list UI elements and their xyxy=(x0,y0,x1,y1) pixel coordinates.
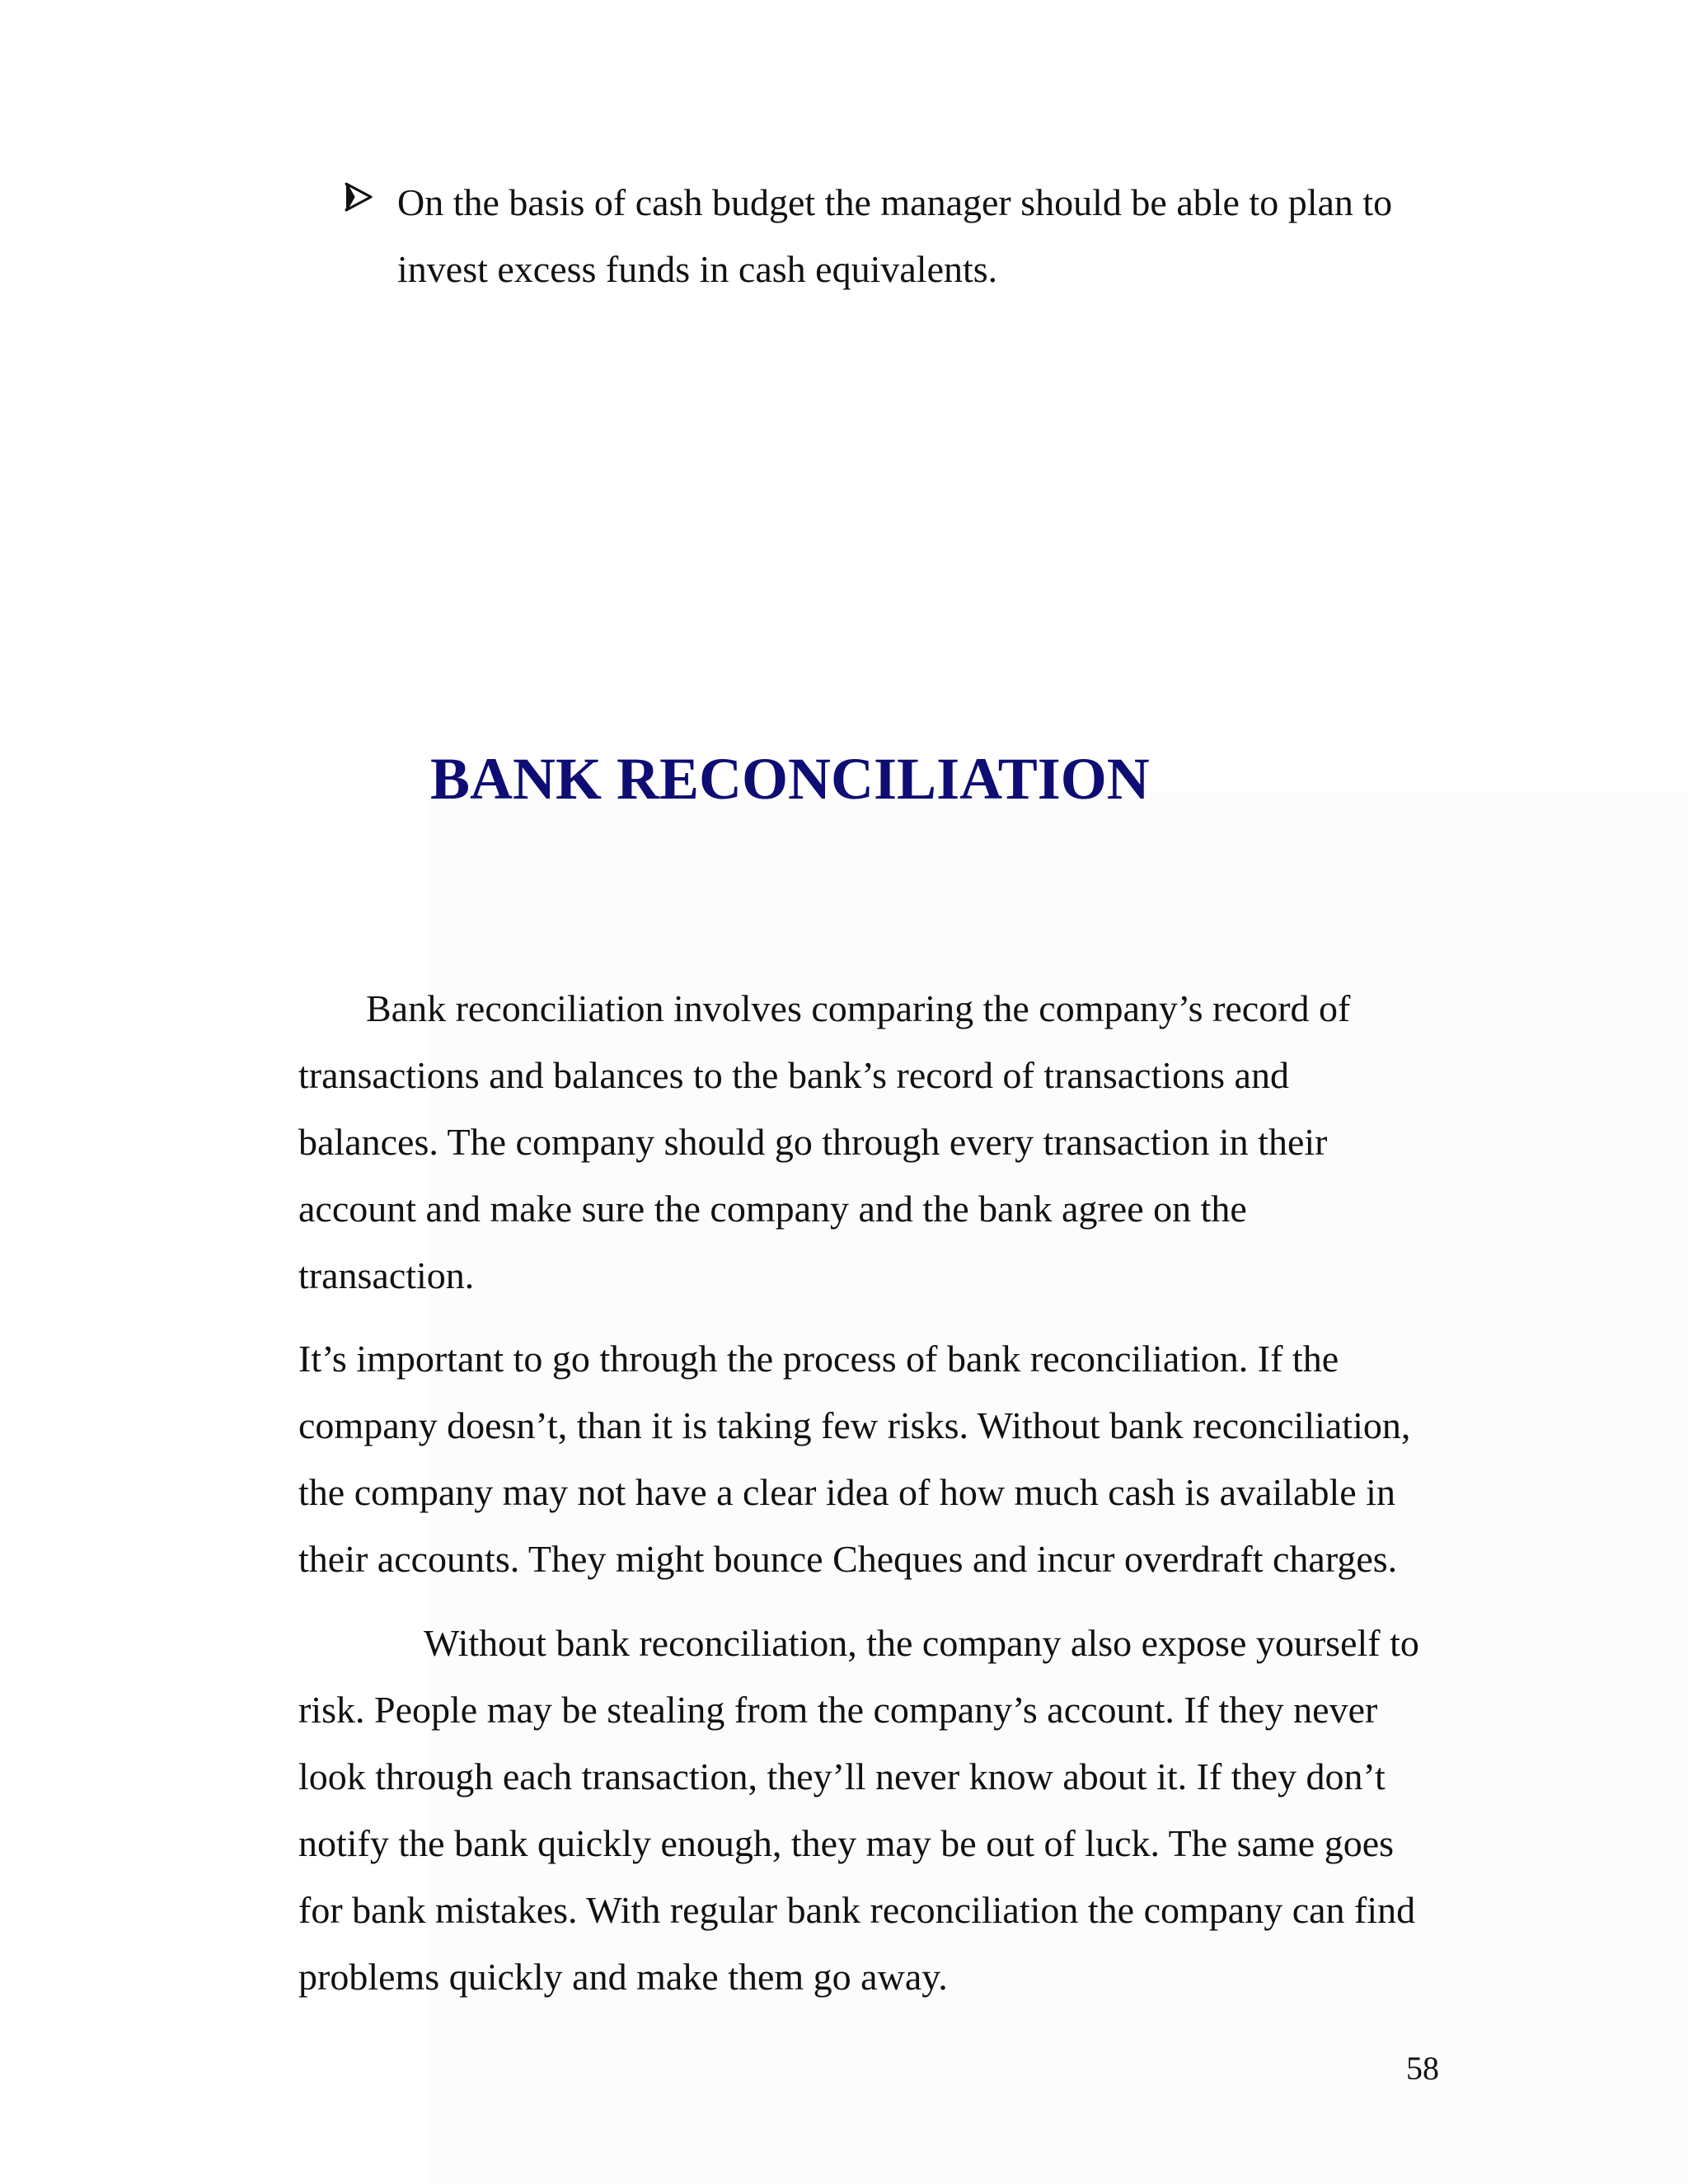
paragraph-line: Bank reconciliation involves comparing the company’s record of xyxy=(366,987,1351,1029)
paragraph-line: account and make sure the company and the bank agree on the xyxy=(298,1188,1247,1230)
bullet-text xyxy=(397,169,1502,302)
paragraph-line: the company may not have a clear idea of how much cash is available in xyxy=(298,1471,1395,1513)
page-number: 58 xyxy=(1406,2050,1439,2087)
paragraph-line: their accounts. They might bounce Cheques and incur overdraft charges. xyxy=(298,1538,1398,1580)
paragraph-line: notify the bank quickly enough, they may be out of luck. The same goes xyxy=(298,1822,1395,1864)
paragraph-line: balances. The company should go through every transaction in their xyxy=(298,1121,1328,1163)
paragraph-line: It’s important to go through the process of bank reconciliation. If the xyxy=(298,1338,1339,1380)
arrowhead-bullet-icon xyxy=(345,182,373,212)
paragraph-importance xyxy=(298,1325,1452,1592)
paragraph-line: company doesn’t, than it is taking few risks. Without bank reconciliation, xyxy=(298,1404,1411,1446)
paragraph-intro xyxy=(298,975,1452,1309)
bullet-line: invest excess funds in cash equivalents. xyxy=(397,248,998,290)
paragraph-line: transactions and balances to the bank’s record of transactions and xyxy=(298,1054,1289,1096)
paragraph-line: for bank mistakes. With regular bank reconciliation the company can find xyxy=(298,1889,1416,1931)
paragraph-risk xyxy=(298,1610,1452,2010)
section-heading: BANK RECONCILIATION xyxy=(430,746,1150,812)
paragraph-line: look through each transaction, they’ll never know about it. If they don’t xyxy=(298,1755,1386,1797)
paragraph-line: problems quickly and make them go away. xyxy=(298,1956,948,1998)
bullet-line: On the basis of cash budget the manager should be able to plan to xyxy=(397,181,1393,223)
paragraph-line: transaction. xyxy=(298,1254,475,1296)
paragraph-line: risk. People may be stealing from the company’s account. If they never xyxy=(298,1689,1378,1731)
paragraph-line: Without bank reconciliation, the company also expose yourself to xyxy=(424,1622,1419,1664)
